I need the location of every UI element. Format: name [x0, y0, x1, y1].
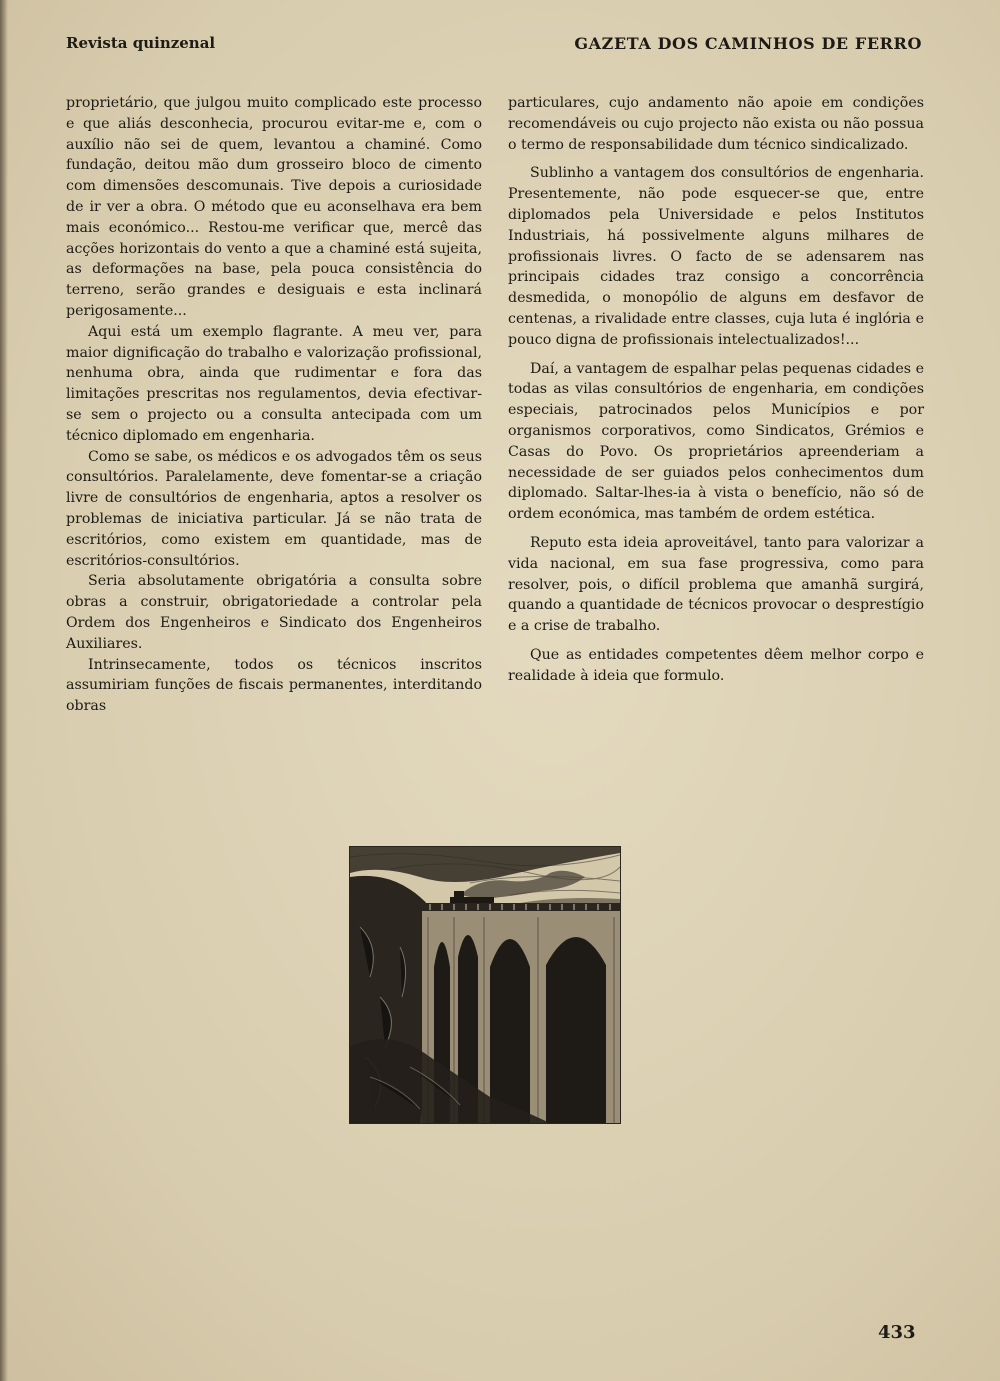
header-right: GAZETA DOS CAMINHOS DE FERRO	[574, 34, 922, 53]
left-paragraph-1: proprietário, que julgou muito complicado este processo e que aliás desconhecia, procurou evitar-me e, com o auxílio não sei de quem, levantou a chaminé. Como fundação, deitou mão dum grosseiro bloco de cimento com dimensões descomunais. Tive depois a curiosidade de ir ver a obra. O método que eu aconselhava era bem mais económico... Restou-me verificar que, mercê das acções horizontais do vento a que a chaminé está sujeita, as deformações na base, pela pouca consistência do terreno, serão grandes e desiguais e esta inclinará perigosamente...	[66, 95, 482, 319]
header-left: Revista quinzenal	[66, 34, 216, 52]
left-paragraph-4: Seria absolutamente obrigatória a consulta sobre obras a construir, obrigatoriedade a controlar pela Ordem dos Engenheiros e Sindicato dos Engenheiros Auxiliares.	[66, 573, 482, 652]
page-edge-shadow	[0, 0, 8, 1381]
right-paragraph-5: Que as entidades competentes dêem melhor corpo e realidade à ideia que formulo.	[508, 646, 924, 684]
railway-viaduct-engraving-icon	[349, 846, 621, 1124]
page-header	[66, 34, 922, 58]
right-paragraph-1: particulares, cujo andamento não apoie em condições recomendáveis ou cujo projecto não exista ou não possua o termo de responsabilidade dum técnico sindicalizado.	[508, 95, 924, 153]
left-paragraph-2: Aqui está um exemplo flagrante. A meu ver, para maior dignificação do trabalho e valorização profissional, nenhuma obra, ainda que rudimentar e fora das limitações prescritas nos regulamentos, devia efectivar-se sem o projecto ou a consulta antecipada com um técnico diplomado em engenharia.	[66, 323, 482, 444]
left-paragraph-3: Como se sabe, os médicos e os advogados têm os seus consultórios. Paralelamente, deve fomentar-se a criação livre de consultórios de engenharia, aptos a resolver os problemas de iniciativa particular. Já se não trata de escritórios, como existem em quantidade, mas de escritórios-consultórios.	[66, 448, 482, 569]
left-paragraph-5: Intrinsecamente, todos os técnicos inscritos assumiriam funções de fiscais permanentes, interditando obras	[66, 656, 482, 715]
right-paragraph-2: Sublinho a vantagem dos consultórios de engenharia. Presentemente, não pode esquecer-se que, entre diplomados pela Universidade e pelos Institutos Industriais, há possivelmente alguns milhares de profissionais livres. O facto de se adensarem nas principais cidades traz consigo a concorrência desmedida, o monopólio de alguns em desfavor de centenas, a rivalidade entre classes, cuja luta é inglória e pouco digna de profissionais intelectualizados!...	[508, 165, 924, 348]
viaduct-illustration	[350, 847, 620, 1123]
right-paragraph-4: Reputo esta ideia aproveitável, tanto para valorizar a vida nacional, em sua fase progressiva, como para resolver, pois, o difícil problema que amanhã surgirá, quando a quantidade de técnicos provocar o desprestígio e a crise de trabalho.	[508, 534, 924, 635]
right-paragraph-3: Daí, a vantagem de espalhar pelas pequenas cidades e todas as vilas consultórios de engenharia, em condições especiais, patrocinados pelos Municípios e por organismos corporativos, como Sindicatos, Grémios e Casas do Povo. Os proprietários apreenderiam a necessidade de ser guiados pelos conhecimentos dum diplomado. Saltar-lhes-ia à vista o benefício, não só de ordem económica, mas também de ordem estética.	[508, 360, 924, 523]
left-column	[66, 93, 482, 717]
right-column	[508, 93, 924, 687]
page-number: 433	[878, 1322, 916, 1343]
